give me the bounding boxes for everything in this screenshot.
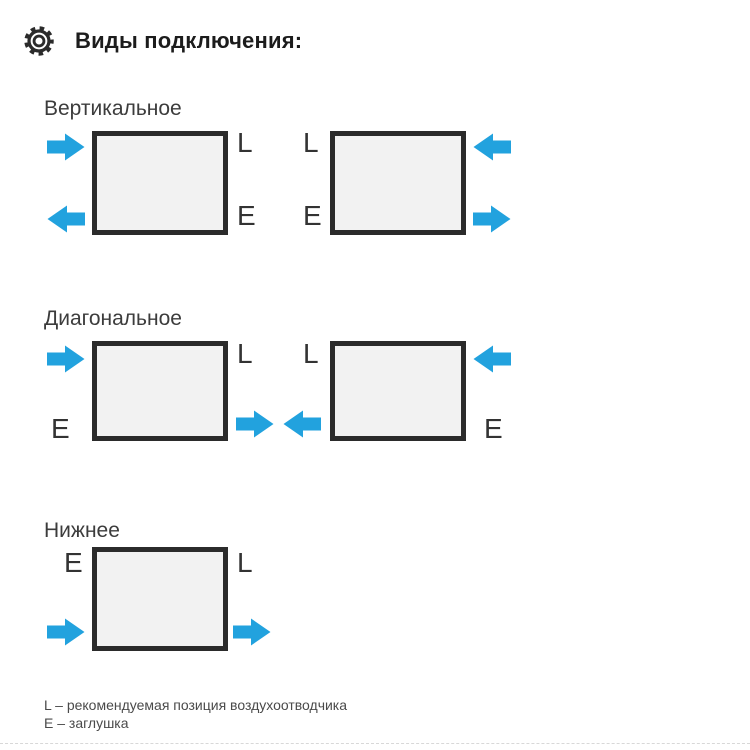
radiator-rect [92,131,228,235]
flow-arrow-right-icon [236,410,274,438]
dashed-divider [0,743,750,744]
flow-arrow-left-icon [283,410,321,438]
radiator-rect [92,547,228,651]
flow-arrow-right-icon [47,133,85,161]
port-label-l: L [237,127,253,158]
section-title-diagonal: Диагональное [44,307,182,330]
flow-arrow-left-icon [473,345,511,373]
flow-arrow-right-icon [473,205,511,233]
section-title-vertical: Вертикальное [44,97,182,120]
port-label-e: E [484,413,503,444]
port-label-l: L [303,338,319,369]
flow-arrow-right-icon [47,618,85,646]
flow-arrow-left-icon [473,133,511,161]
legend-line-plug: E – заглушка [44,715,129,731]
legend-line-vent: L – рекомендуемая позиция воздухоотводчика [44,697,348,713]
flow-arrow-right-icon [233,618,271,646]
port-label-l: L [303,127,319,158]
port-label-l: L [237,338,253,369]
port-label-e: E [51,413,70,444]
port-label-l: L [237,547,253,578]
page-title: Виды подключения: [75,28,303,53]
radiator-rect [92,341,228,441]
port-label-e: E [303,200,322,231]
radiator-rect [330,341,466,441]
flow-arrow-right-icon [47,345,85,373]
flow-arrow-left-icon [47,205,85,233]
radiator-rect [330,131,466,235]
section-title-bottom: Нижнее [44,519,120,542]
port-label-e: E [237,200,256,231]
port-label-e: E [64,547,83,578]
gear-icon [20,22,58,60]
